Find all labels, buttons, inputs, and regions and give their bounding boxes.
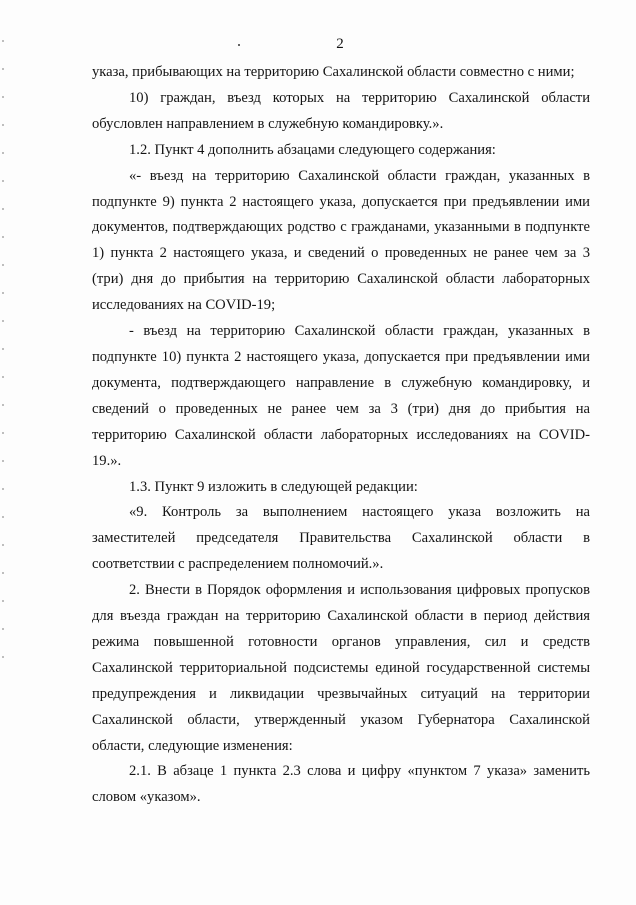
paragraph-continuation: указа, прибывающих на территорию Сахалинской области совместно с ними; xyxy=(92,64,575,80)
page-number: 2 xyxy=(336,36,344,52)
paragraph-2-1: 2.1. В абзаце 1 пункта 2.3 слова и цифру «пунктом 7 указа» заменить словом «указом». xyxy=(92,763,590,806)
paragraph-item-10: 10) граждан, въезд которых на территорию Сахалинской области обусловлен направлением в служебную командировку.». xyxy=(92,89,590,132)
paragraph-1-3: 1.3. Пункт 9 изложить в следующей редакции: xyxy=(129,478,418,495)
paragraph-entry-9: «- въезд на территорию Сахалинской области граждан, указанных в подпункте 9) пункта 2 настоящего указа, допускается при предъявлении ими документов, подтверждающих родство с гражданами, указанными в подпункте 1) пункта 2 настоящего указа, и сведений о проведенных не ранее чем за 3 (три) дня до прибытия на территорию Сахалинской области лабораторных исследованиях на COVID-19; xyxy=(92,167,590,314)
document-body xyxy=(92,60,590,811)
paragraph-point-9: «9. Контроль за выполнением настоящего указа возложить на заместителей председателя Правительства Сахалинской области в соответствии с распределением полномочий.». xyxy=(92,504,590,573)
paragraph-entry-10: - въезд на территорию Сахалинской области граждан, указанных в подпункте 10) пункта 2 настоящего указа, допускается при предъявлении ими документа, подтверждающего направление в служебную командировку, и сведений о проведенных не ранее чем за 3 (три) дня до прибытия на территорию Сахалинской области лабораторных исследованиях на COVID-19.». xyxy=(92,323,590,469)
scan-edge-marks xyxy=(2,40,4,680)
paragraph-1-2: 1.2. Пункт 4 дополнить абзацами следующего содержания: xyxy=(129,141,496,158)
paragraph-2: 2. Внести в Порядок оформления и использования цифровых пропусков для въезда граждан на территорию Сахалинской области в период действия режима повышенной готовности органов управления, сил и средств Сахалинской территориальной подсистемы единой государственной системы предупреждения и ликвидации чрезвычайных ситуаций на территории Сахалинской области, утвержденный указом Губернатора Сахалинской области, следующие изменения: xyxy=(92,582,590,754)
